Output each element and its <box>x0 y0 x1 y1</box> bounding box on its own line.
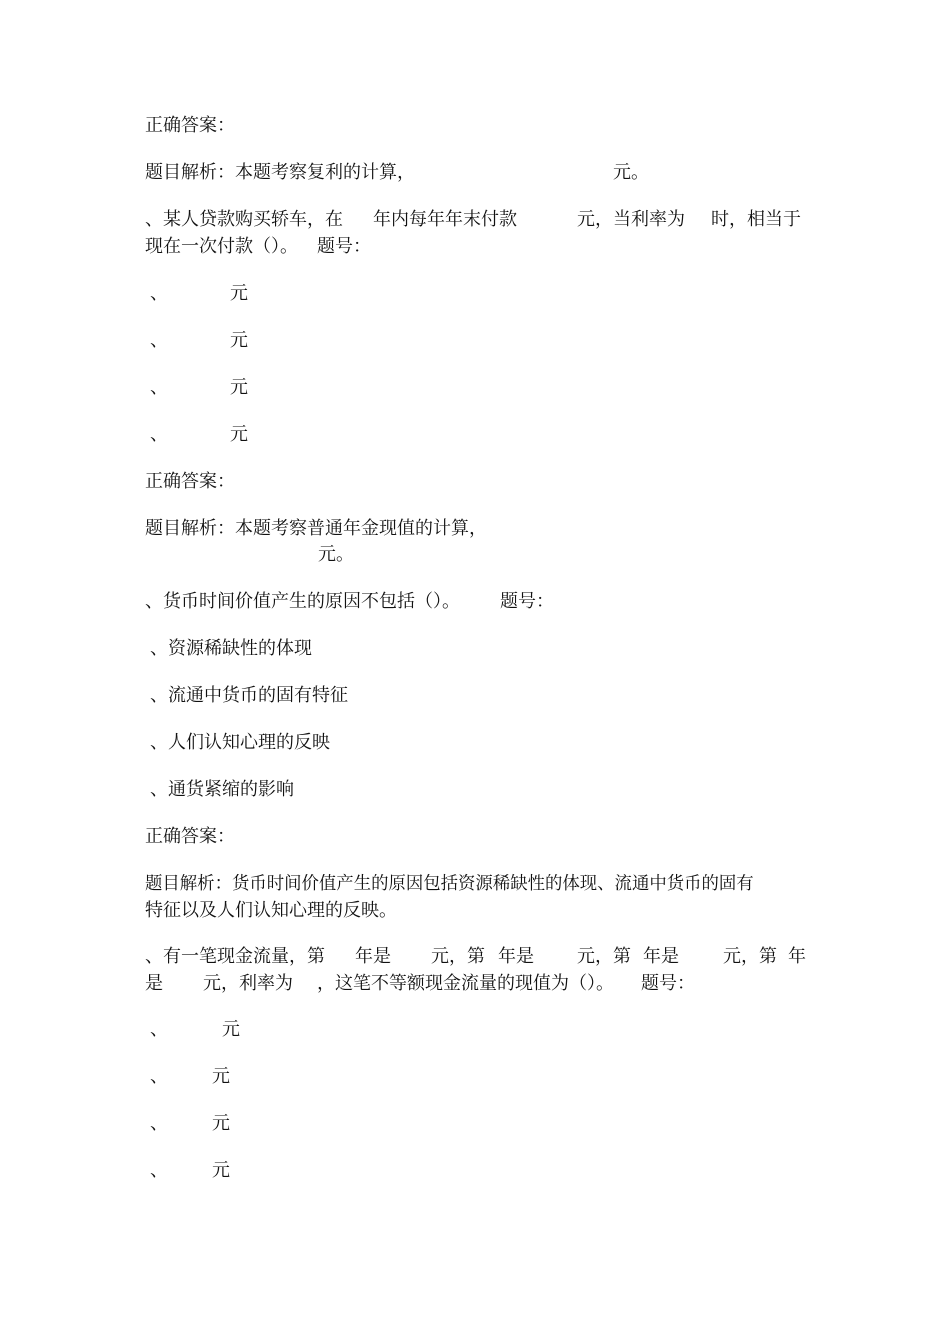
stem-part: 时，相当于 <box>711 209 801 230</box>
analysis-unit: 元。 <box>613 162 649 183</box>
option-item: 、通货紧缩的影响 <box>150 779 294 800</box>
stem-part: 年是 <box>643 946 679 967</box>
stem-part: 现在一次付款（）。 <box>145 236 298 257</box>
stem-part: 元，第 <box>723 946 777 967</box>
correct-answer-label: 正确答案： <box>145 471 235 492</box>
analysis-text: 题目解析：本题考察普通年金现值的计算， <box>145 518 487 539</box>
stem-part: 年是 <box>355 946 391 967</box>
question-number-label: 题号： <box>641 973 695 994</box>
stem-part: 、货币时间价值产生的原因不包括（）。 <box>145 591 460 612</box>
option-marker: 、 <box>150 424 168 445</box>
stem-part: 元，当利率为 <box>577 209 685 230</box>
analysis-text-cont: 元。 <box>318 544 354 565</box>
option-marker: 、 <box>150 1113 168 1134</box>
option-marker: 、 <box>150 283 168 304</box>
correct-answer-label: 正确答案： <box>145 826 235 847</box>
option-unit: 元 <box>222 1019 240 1040</box>
option-item: 、资源稀缺性的体现 <box>150 638 312 659</box>
stem-part: 、某人贷款购买轿车，在 <box>145 209 343 230</box>
analysis-text: 题目解析：货币时间价值产生的原因包括资源稀缺性的体现、流通中货币的固有 <box>145 874 754 894</box>
stem-part: ，这笔不等额现金流量的现值为（）。 <box>317 973 614 994</box>
option-unit: 元 <box>212 1066 230 1087</box>
option-marker: 、 <box>150 1019 168 1040</box>
stem-part: 年是 <box>498 946 534 967</box>
stem-part: 、有一笔现金流量，第 <box>145 946 325 967</box>
option-unit: 元 <box>230 330 248 351</box>
analysis-text-cont: 特征以及人们认知心理的反映。 <box>145 900 397 921</box>
question-number-label: 题号： <box>500 591 554 612</box>
option-unit: 元 <box>212 1113 230 1134</box>
analysis-prefix: 题目解析：本题考察复利的计算， <box>145 162 415 183</box>
option-item: 、人们认知心理的反映 <box>150 732 330 753</box>
stem-part: 元，利率为 <box>203 973 293 994</box>
stem-part: 年 <box>788 946 806 967</box>
option-marker: 、 <box>150 1066 168 1087</box>
option-unit: 元 <box>212 1160 230 1181</box>
option-unit: 元 <box>230 424 248 445</box>
option-marker: 、 <box>150 1160 168 1181</box>
option-item: 、流通中货币的固有特征 <box>150 685 348 706</box>
option-unit: 元 <box>230 377 248 398</box>
option-unit: 元 <box>230 283 248 304</box>
correct-answer-label: 正确答案： <box>145 115 235 136</box>
stem-part: 年内每年年末付款 <box>373 209 517 230</box>
question-number-label: 题号： <box>317 236 371 257</box>
option-marker: 、 <box>150 330 168 351</box>
stem-part: 是 <box>145 973 163 994</box>
stem-part: 元，第 <box>431 946 485 967</box>
option-marker: 、 <box>150 377 168 398</box>
stem-part: 元，第 <box>577 946 631 967</box>
